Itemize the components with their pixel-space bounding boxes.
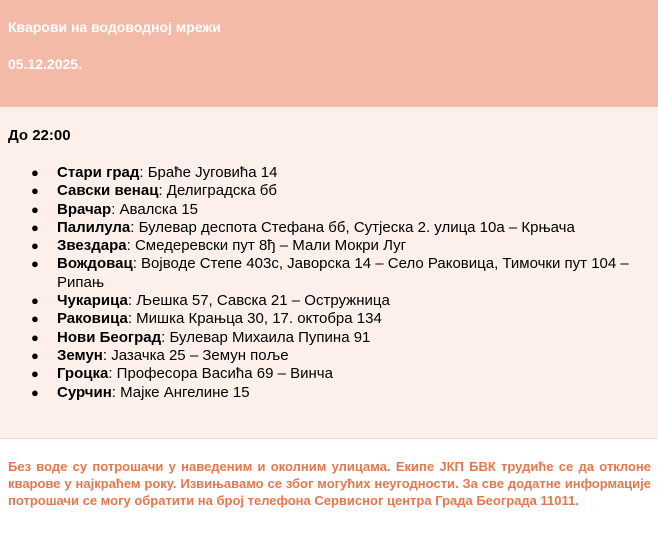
list-item [0, 347, 658, 365]
list-item [0, 292, 658, 310]
district-name: Земун [57, 346, 103, 364]
street-list: Љешка 57, Савска 21 – Остружница [136, 292, 390, 310]
header-banner [0, 0, 658, 107]
list-item [0, 237, 658, 255]
bullet-icon: ● [31, 347, 39, 363]
district-name: Вождовац [57, 255, 133, 273]
list-item [0, 201, 658, 219]
until-time-label: До 22:00 [8, 127, 71, 144]
district-name: Палилула [57, 218, 131, 236]
separator: : [161, 328, 170, 346]
district-name: Чукарица [57, 292, 128, 310]
street-list: Јазачка 25 – Земун поље [111, 346, 289, 364]
district-name: Сурчин [57, 383, 112, 401]
street-list: Браће Југовића 14 [147, 164, 278, 181]
bullet-icon: ● [31, 384, 39, 400]
list-item [0, 164, 658, 182]
bullet-icon: ● [31, 238, 39, 254]
separator: : [132, 255, 142, 273]
bullet-icon: ● [31, 256, 39, 272]
outage-list [0, 164, 658, 402]
separator: : [108, 365, 117, 383]
separator: : [111, 200, 120, 218]
outage-section [0, 107, 658, 438]
list-item [0, 182, 658, 200]
bullet-icon: ● [31, 311, 39, 327]
street-list: Мишка Крањца 30, 17. октобра 134 [136, 310, 382, 328]
street-list: Авалска 15 [119, 200, 199, 218]
list-item [0, 255, 658, 292]
street-list: Мајке Ангелине 15 [120, 383, 250, 401]
district-name: Врачар [57, 200, 112, 218]
separator: : [158, 182, 167, 200]
street-list: Булевар деспота Стефана бб, Сутјеска 2. улица 10а – Крњача [138, 218, 575, 236]
info-note: Без воде су потрошачи у наведеним и околним улицама. Екипе ЈКП БВК трудиће се да отклоне кварове у најкраћем року. Извињавамо се због могућих неугодности. За све додатне информације потрошачи се могу обратити на број телефона Сервисног центра Града Београда 11011. [8, 459, 651, 508]
list-item [0, 365, 658, 383]
footer-section [0, 438, 658, 539]
district-name: Савски венац [57, 182, 159, 200]
bullet-icon: ● [31, 329, 39, 345]
bullet-icon: ● [31, 201, 39, 217]
separator: : [111, 383, 121, 401]
list-item [0, 384, 658, 402]
street-list: Смедеревски пут 8ђ – Мали Мокри Луг [134, 237, 407, 255]
bullet-icon: ● [31, 219, 39, 235]
separator: : [126, 237, 135, 255]
district-name: Звездара [57, 237, 127, 255]
separator: : [127, 310, 137, 328]
district-name: Нови Београд [57, 328, 162, 346]
district-name: Гроцка [57, 365, 109, 383]
street-list: Булевар Михаила Пупина 91 [169, 328, 371, 346]
district-name: Стари град [57, 164, 140, 181]
notice-date: 05.12.2025. [8, 56, 82, 72]
list-item [0, 219, 658, 237]
page-title: Кварови на водоводној мрежи [8, 19, 221, 35]
street-list: Професора Васића 69 – Винча [116, 365, 333, 383]
separator: : [127, 292, 137, 310]
bullet-icon: ● [31, 165, 39, 180]
list-item [0, 310, 658, 328]
street-list: Делиградска бб [166, 182, 277, 200]
separator: : [139, 164, 148, 181]
separator: : [130, 218, 139, 236]
bullet-icon: ● [31, 293, 39, 309]
district-name: Раковица [57, 310, 128, 328]
bullet-icon: ● [31, 183, 39, 199]
street-list: Војводе Степе 403с, Јаворска 14 – Село Раковица, Тимочки пут 104 – Рипањ [57, 255, 629, 291]
separator: : [102, 346, 112, 364]
bullet-icon: ● [31, 366, 39, 382]
list-item [0, 329, 658, 347]
